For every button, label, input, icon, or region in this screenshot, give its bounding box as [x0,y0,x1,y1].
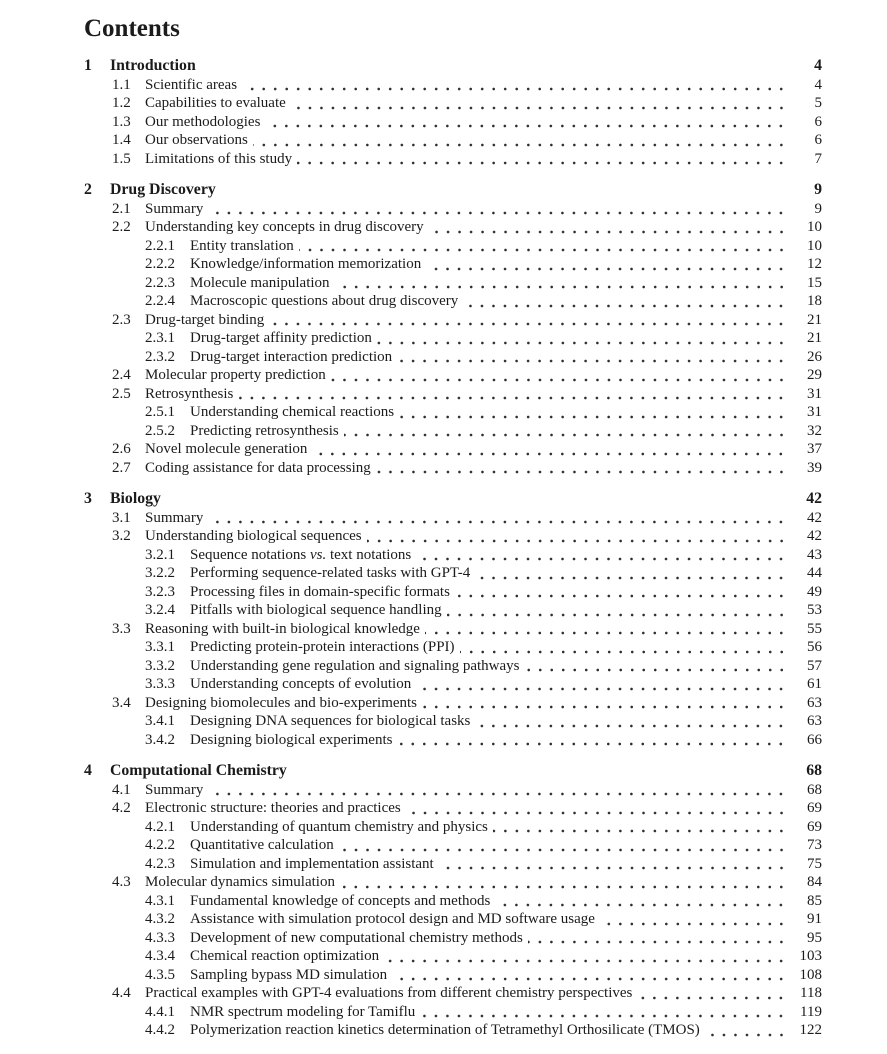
toc-entry-title: Drug-target interaction prediction [190,348,393,365]
toc-entry-title: Understanding chemical reactions [190,404,395,420]
dot-leader [525,661,787,673]
toc-entry-page: 37 [807,441,822,457]
toc-entry[interactable] [84,966,822,985]
toc-entry-number: 3.2.1 [145,546,175,563]
toc-entry-page: 10 [807,219,822,235]
dot-leader [399,408,787,420]
toc-entry-page: 9 [814,200,822,217]
dot-leader [201,62,787,74]
toc-entry-page: 53 [807,602,822,618]
toc-entry[interactable] [84,620,822,639]
toc-entry-title: Electronic structure: theories and practices [145,800,401,816]
toc-entry-page: 9 [814,181,822,198]
toc-entry-page: 49 [807,583,822,600]
toc-entry[interactable] [84,984,822,1003]
dot-leader [269,315,787,327]
toc-entry-title: Drug-target affinity prediction [190,330,372,346]
dot-leader [291,99,787,111]
toc-entry-title: Predicting retrosynthesis [190,422,339,439]
toc-list [84,57,822,1040]
toc-entry-title: Processing files in domain-specific formats [190,583,450,600]
toc-entry-page: 42 [806,490,822,507]
toc-entry-page: 119 [800,1003,822,1020]
dot-leader [344,426,787,438]
toc-entry-page: 7 [814,150,822,167]
toc-entry[interactable] [84,799,822,818]
toc-entry-number: 4.2.3 [145,855,175,872]
toc-entry-page: 95 [807,929,822,946]
toc-entry-title: Biology [110,490,161,507]
toc-entry[interactable] [84,255,822,274]
toc-entry-title: Scientific areas [145,76,238,93]
toc-entry-number: 3.2.4 [145,602,175,618]
toc-entry-title: Summary [145,200,204,217]
toc-entry-number: 4.2 [112,800,131,816]
toc-entry[interactable] [84,422,822,441]
toc-entry-title: NMR spectrum modeling for Tamiflu [190,1003,416,1020]
toc-entry[interactable] [84,564,822,583]
toc-entry-number: 3.2.3 [145,583,175,600]
toc-entry-number: 2.5.1 [145,404,175,420]
toc-entry-page: 42 [807,509,822,526]
toc-entry-page: 68 [806,762,822,779]
toc-entry-page: 43 [807,546,822,563]
toc-entry-number: 2.2.2 [145,256,175,272]
toc-section-entry[interactable] [84,57,822,76]
toc-section-entry[interactable] [84,181,822,200]
toc-section-group [84,57,822,168]
dot-leader [292,767,787,779]
toc-entry-page: 21 [807,330,822,346]
toc-entry-number: 1.1 [112,76,131,93]
toc-entry-number: 1.3 [112,113,131,130]
dot-leader [416,680,787,692]
dot-leader [166,495,787,507]
toc-entry-page: 69 [807,818,822,835]
dot-leader [439,859,787,871]
toc-section-group [84,490,822,749]
toc-entry-page: 26 [807,348,822,365]
toc-entry-number: 3.2 [112,528,131,544]
toc-entry-title: Summary [145,509,204,526]
dot-leader [238,389,787,401]
toc-entry-page: 42 [807,528,822,544]
toc-entry[interactable] [84,657,822,676]
toc-entry-number: 3.3.1 [145,639,175,655]
toc-entry[interactable] [84,131,822,150]
toc-entry-number: 3.4.2 [145,731,175,748]
toc-entry-title: Reasoning with built-in biological knowledge [145,620,420,637]
toc-entry[interactable] [84,459,822,478]
toc-entry-page: 118 [800,985,822,1001]
toc-entry-number: 3.3 [112,620,131,637]
dot-leader [265,117,787,129]
toc-entry-number: 2.2 [112,219,131,235]
toc-entry[interactable] [84,366,822,385]
toc-entry-title: Our methodologies [145,113,261,130]
toc-entry[interactable] [84,385,822,404]
toc-entry-title: Our observations [145,132,248,148]
toc-entry-number: 1.5 [112,150,131,167]
dot-leader [447,606,787,618]
toc-entry-page: 15 [807,274,822,291]
toc-entry-page: 29 [807,367,822,383]
dot-leader [493,822,787,834]
toc-entry-title: Computational Chemistry [110,762,287,779]
toc-entry[interactable] [84,892,822,911]
toc-entry-number: 1.4 [112,132,131,148]
toc-entry[interactable] [84,76,822,95]
toc-entry-title: Molecular dynamics simulation [145,874,335,890]
toc-entry[interactable] [84,675,822,694]
toc-entry-title: Introduction [110,57,196,74]
dot-leader [312,445,787,457]
dot-leader [397,735,787,747]
dot-leader [242,80,787,92]
toc-entry-title: Understanding concepts of evolution [190,676,412,692]
toc-entry-title: Simulation and implementation assistant [190,855,434,872]
dot-leader [299,241,787,253]
toc-entry-number: 2.4 [112,367,131,383]
dot-leader [460,643,787,655]
toc-entry-title: Sampling bypass MD simulation [190,966,388,983]
toc-entry-number: 2.6 [112,441,131,457]
toc-entry-page: 18 [807,293,822,309]
dot-leader [331,371,787,383]
dot-leader [208,785,787,797]
toc-entry-number: 4.3.1 [145,892,175,909]
toc-entry[interactable] [84,527,822,546]
toc-entry[interactable] [84,712,822,731]
dot-leader [376,463,787,475]
dot-leader [463,297,787,309]
toc-entry-title: Quantitative calculation [190,837,334,853]
toc-entry-number: 2.7 [112,459,131,476]
toc-entry-title: Pitfalls with biological sequence handling [190,602,442,618]
toc-entry-title: Knowledge/information memorization [190,256,422,272]
toc-entry-page: 122 [799,1022,822,1038]
toc-entry-number: 2.3 [112,311,131,328]
toc-entry[interactable] [84,403,822,422]
toc-entry-number: 4.4 [112,985,131,1001]
page-title: Contents [84,15,180,42]
toc-entry[interactable] [84,509,822,528]
toc-entry-page: 31 [807,385,822,402]
toc-entry-number: 4.3 [112,874,131,890]
toc-entry-title: Designing DNA sequences for biological tasks [190,713,471,729]
toc-entry-page: 84 [807,874,822,890]
toc-entry-title: Understanding key concepts in drug discovery [145,219,424,235]
toc-entry-page: 68 [807,781,822,798]
toc-entry-number: 4.3.2 [145,911,175,927]
toc-entry-page: 108 [799,966,822,983]
toc-entry[interactable] [84,348,822,367]
toc-entry[interactable] [84,873,822,892]
dot-leader [253,136,787,148]
toc-entry-title: Capabilities to evaluate [145,95,286,111]
toc-entry-page: 39 [807,459,822,476]
toc-entry[interactable] [84,218,822,237]
toc-entry-page: 56 [807,639,822,655]
toc-entry-number: 3.3.3 [145,676,175,692]
toc-entry-number: 3.2.2 [145,565,175,581]
toc-section-entry[interactable] [84,490,822,509]
toc-entry-title: Polymerization reaction kinetics determination of Tetramethyl Orthosilicate (TMOS) [190,1022,700,1038]
toc-entry-title: Macroscopic questions about drug discovery [190,293,459,309]
toc-entry-page: 85 [807,892,822,909]
toc-entry-title: Practical examples with GPT-4 evaluations from different chemistry perspectives [145,985,633,1001]
dot-leader [208,204,787,216]
dot-leader [340,878,787,890]
toc-entry-number: 1 [84,57,92,74]
toc-entry-title: Entity translation [190,237,294,254]
toc-entry-page: 75 [807,855,822,872]
toc-entry-number: 4.3.5 [145,966,175,983]
dot-leader [637,989,787,1001]
toc-entry[interactable] [84,237,822,256]
toc-entry[interactable] [84,440,822,459]
dot-leader [455,587,787,599]
dot-leader [406,804,787,816]
dot-leader [397,352,787,364]
dot-leader [335,278,787,290]
dot-leader [297,154,787,166]
dot-leader [528,933,787,945]
toc-entry-title: Retrosynthesis [145,385,234,402]
toc-entry-title: Designing biomolecules and bio-experiments [145,694,418,711]
toc-entry-number: 2.3.2 [145,348,175,365]
toc-entry-title: Understanding gene regulation and signaling pathways [190,657,520,674]
toc-entry[interactable] [84,150,822,169]
toc-entry-title: Understanding of quantum chemistry and physics [190,818,488,835]
toc-entry-number: 3.4.1 [145,713,175,729]
toc-entry-title: Molecular property prediction [145,367,326,383]
toc-entry-number: 2.2.3 [145,274,175,291]
toc-entry[interactable] [84,929,822,948]
toc-entry-number: 2 [84,181,92,198]
toc-entry-title: Assistance with simulation protocol design and MD software usage [190,911,595,927]
toc-entry[interactable] [84,694,822,713]
toc-entry-page: 4 [814,76,822,93]
toc-entry-title: Chemical reaction optimization [190,948,380,964]
toc-entry[interactable] [84,329,822,348]
dot-leader [425,624,787,636]
toc-entry[interactable] [84,583,822,602]
toc-entry-page: 4 [814,57,822,74]
toc-entry[interactable] [84,311,822,330]
dot-leader [495,896,787,908]
toc-entry[interactable] [84,731,822,750]
dot-leader [377,334,787,346]
toc-entry-title: Understanding biological sequences [145,528,362,544]
toc-entry-page: 73 [807,837,822,853]
toc-entry-number: 2.1 [112,200,131,217]
toc-entry-number: 3.3.2 [145,657,175,674]
toc-entry-number: 4.2.2 [145,837,175,853]
toc-entry[interactable] [84,200,822,219]
toc-entry[interactable] [84,781,822,800]
dot-leader [600,915,787,927]
dot-leader [221,186,787,198]
dot-leader [420,1007,787,1019]
toc-entry[interactable] [84,638,822,657]
toc-entry-title: Coding assistance for data processing [145,459,371,476]
toc-entry-page: 103 [799,948,822,964]
toc-entry-number: 2.5 [112,385,131,402]
toc-entry-number: 2.3.1 [145,330,175,346]
toc-entry-number: 3 [84,490,92,507]
dot-leader [384,952,787,964]
dot-leader [208,513,787,525]
toc-entry-page: 10 [807,237,822,254]
toc-entry[interactable] [84,910,822,929]
toc-entry-page: 57 [807,657,822,674]
toc-entry-title: Limitations of this study [145,150,293,167]
toc-entry[interactable] [84,1021,822,1040]
toc-entry[interactable] [84,1003,822,1022]
toc-entry[interactable] [84,113,822,132]
toc-entry-page: 63 [807,713,822,729]
toc-entry-number: 4.4.2 [145,1022,175,1038]
dot-leader [705,1026,787,1038]
toc-entry[interactable] [84,94,822,113]
toc-entry-number: 2.2.4 [145,293,175,309]
toc-entry[interactable] [84,947,822,966]
toc-entry[interactable] [84,836,822,855]
toc-entry-number: 4.3.4 [145,948,175,964]
toc-entry-number: 3.4 [112,694,131,711]
toc-entry-page: 63 [807,694,822,711]
dot-leader [339,841,787,853]
dot-leader [426,260,787,272]
toc-entry-title: Fundamental knowledge of concepts and methods [190,892,491,909]
toc-entry-page: 31 [807,404,822,420]
toc-section-group [84,762,822,1040]
toc-entry-number: 3.1 [112,509,131,526]
toc-entry-page: 5 [814,95,822,111]
toc-entry-title: Drug Discovery [110,181,216,198]
toc-entry-page: 44 [807,565,822,581]
dot-leader [429,223,787,235]
toc-entry-page: 91 [807,911,822,927]
toc-entry-title: Designing biological experiments [190,731,393,748]
toc-entry-title: Development of new computational chemistry methods [190,929,523,946]
toc-entry-title: Sequence notations vs. text notations [190,546,412,563]
toc-entry[interactable] [84,546,822,565]
toc-entry-number: 4.2.1 [145,818,175,835]
toc-entry-title: Novel molecule generation [145,441,308,457]
toc-entry-number: 2.5.2 [145,422,175,439]
toc-entry-number: 4.3.3 [145,929,175,946]
dot-leader [475,717,787,729]
toc-entry-page: 69 [807,800,822,816]
toc-entry-number: 4.4.1 [145,1003,175,1020]
toc-entry[interactable] [84,855,822,874]
toc-entry-title: Performing sequence-related tasks with GPT-4 [190,565,471,581]
toc-entry-title: Predicting protein-protein interactions (PPI) [190,639,455,655]
toc-entry-page: 21 [807,311,822,328]
toc-entry-number: 1.2 [112,95,131,111]
toc-entry-page: 6 [814,132,822,148]
toc-entry-number: 4 [84,762,92,779]
dot-leader [422,698,787,710]
toc-section-group [84,181,822,477]
toc-entry[interactable] [84,274,822,293]
toc-entry-title: Drug-target binding [145,311,265,328]
toc-entry-page: 32 [807,422,822,439]
toc-entry-page: 12 [807,256,822,272]
toc-entry-title: Molecule manipulation [190,274,330,291]
toc-entry-page: 66 [807,731,822,748]
toc-entry[interactable] [84,292,822,311]
toc-entry-title: Summary [145,781,204,798]
toc-entry-number: 2.2.1 [145,237,175,254]
dot-leader [416,550,787,562]
dot-leader [475,569,787,581]
toc-entry-page: 61 [807,676,822,692]
toc-entry[interactable] [84,601,822,620]
toc-entry-number: 4.1 [112,781,131,798]
toc-entry-page: 6 [814,113,822,130]
dot-leader [392,970,787,982]
toc-section-entry[interactable] [84,762,822,781]
toc-entry[interactable] [84,818,822,837]
toc-entry-page: 55 [807,620,822,637]
dot-leader [367,532,787,544]
